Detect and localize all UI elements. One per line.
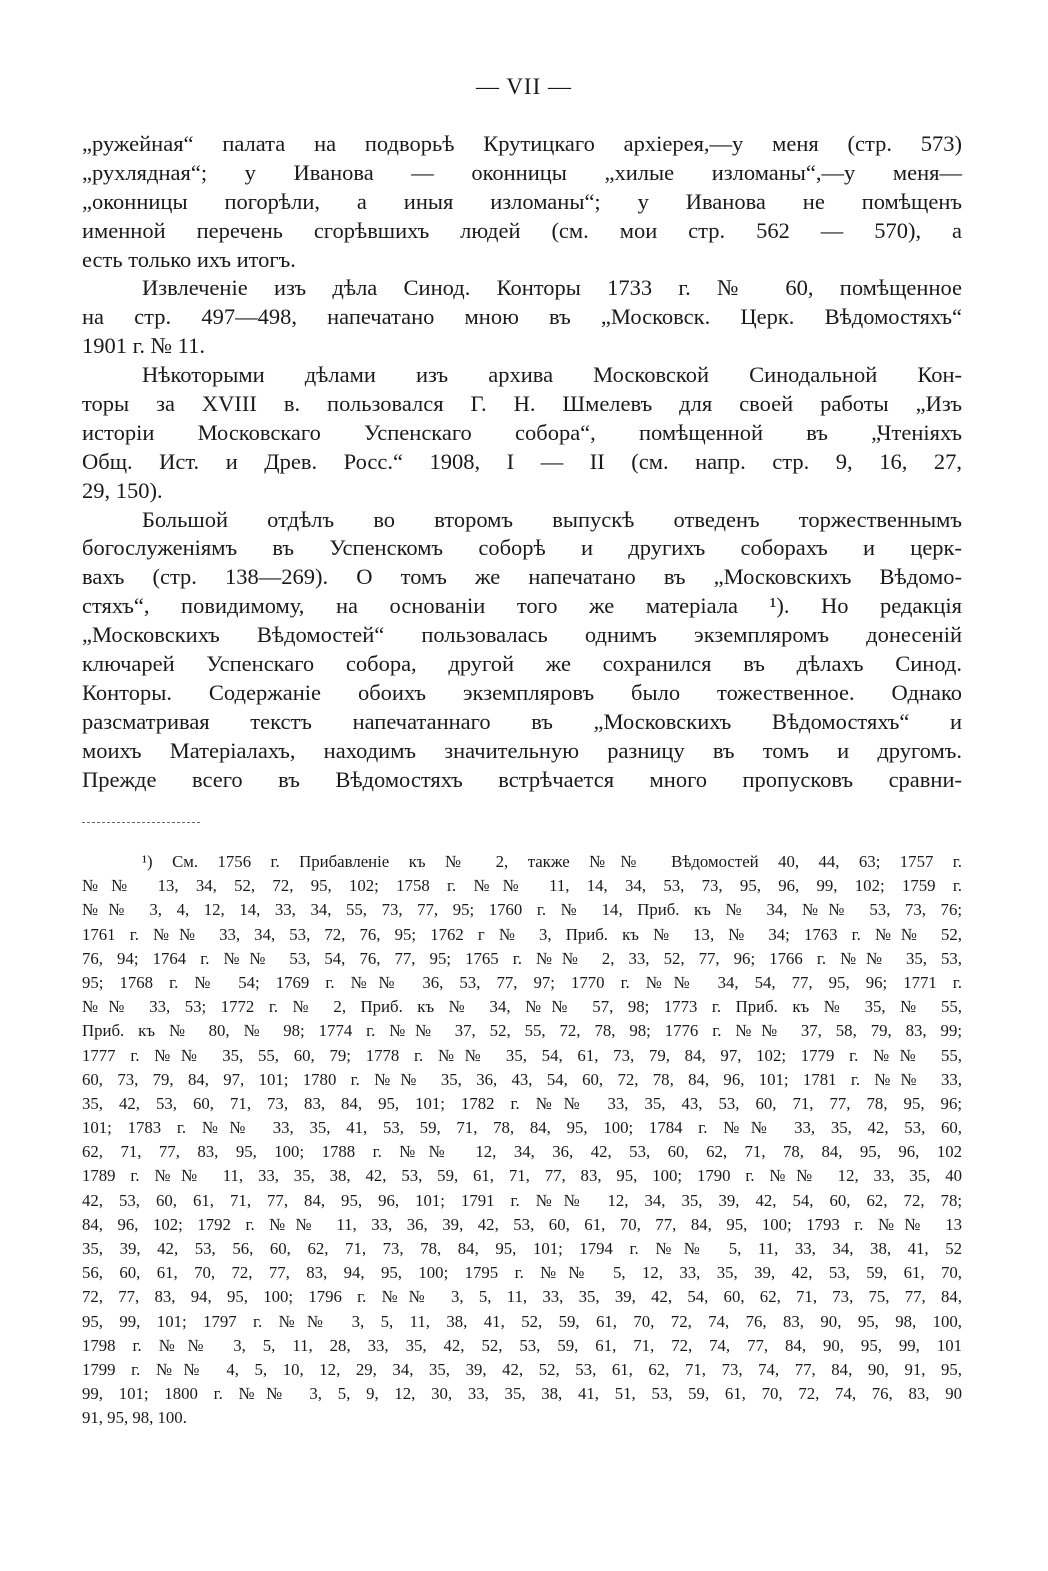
footnote-line: 99, 101; 1800 г. №№ 3, 5, 9, 12, 30, 33, 35, 38, 41, 51, 53, 59, 61, 70, 72, 74, 76, 83, 90 — [82, 1384, 962, 1404]
text-line: Общ. Ист. и Древ. Росс.“ 1908, I — II (см. напр. стр. 9, 16, 27, — [82, 448, 962, 474]
main-text — [82, 130, 962, 794]
footnote-line: 35, 42, 53, 60, 71, 73, 83, 84, 95, 101; 1782 г. №№ 33, 35, 43, 53, 60, 71, 77, 78, 95, 96; — [82, 1093, 962, 1113]
text-line: моихъ Матеріалахъ, находимъ значительную разницу въ томъ и другомъ. — [82, 737, 962, 763]
text-line: на стр. 497—498, напечатано мною въ „Московск. Церк. Вѣдомостяхъ“ — [82, 304, 962, 330]
text-line: „рухлядная“; у Иванова — оконницы „хилые изломаны“,—у меня— — [82, 159, 962, 185]
footnote-line: 95, 99, 101; 1797 г. №№ 3, 5, 11, 38, 41, 52, 59, 61, 70, 72, 74, 76, 83, 90, 95, 98, 100, — [82, 1311, 962, 1331]
text-line: 29, 150). — [82, 477, 163, 503]
text-line: есть только ихъ итогъ. — [82, 246, 296, 272]
footnote-line: 42, 53, 60, 61, 71, 77, 84, 95, 96, 101; 1791 г. №№ 12, 34, 35, 39, 42, 54, 60, 62, 72, 78; — [82, 1190, 962, 1210]
text-line: богослуженіямъ въ Успенскомъ соборѣ и другихъ соборахъ и церк- — [82, 535, 962, 561]
footnote-line: 95; 1768 г. № 54; 1769 г. №№ 36, 53, 77, 97; 1770 г. №№ 34, 54, 77, 95, 96; 1771 г. — [82, 972, 962, 992]
footnote-line: 1798 г. №№ 3, 5, 11, 28, 33, 35, 42, 52, 53, 59, 61, 71, 72, 74, 77, 84, 90, 95, 99, 101 — [82, 1335, 962, 1355]
footnote-line: 60, 73, 79, 84, 97, 101; 1780 г. №№ 35, 36, 43, 54, 60, 72, 78, 84, 96, 101; 1781 г. №№ 33, — [82, 1069, 962, 1089]
footnote-line: 35, 39, 42, 53, 56, 60, 62, 71, 73, 78, 84, 95, 101; 1794 г. №№ 5, 11, 33, 34, 38, 41, 52 — [82, 1239, 962, 1258]
footnote-line: 62, 71, 77, 83, 95, 100; 1788 г. №№ 12, 34, 36, 42, 53, 60, 62, 71, 78, 84, 95, 96, 102 — [82, 1142, 962, 1162]
footnote-line: №№ 3, 4, 12, 14, 33, 34, 55, 73, 77, 95; 1760 г. № 14, Приб. къ № 34, №№ 53, 73, 76; — [82, 900, 962, 920]
footnote-line: 1789 г. №№ 11, 33, 35, 38, 42, 53, 59, 61, 71, 77, 83, 95, 100; 1790 г. №№ 12, 33, 35, 40 — [82, 1166, 962, 1186]
footnote-line: 76, 94; 1764 г. №№ 53, 54, 76, 77, 95; 1765 г. №№ 2, 33, 52, 77, 96; 1766 г. №№ 35, 53, — [82, 948, 962, 968]
text-line: стяхъ“, повидимому, на основаніи того же матеріала ¹). Но редакція — [82, 593, 962, 619]
footnote — [82, 850, 962, 1431]
footnote-line: 91, 95, 98, 100. — [82, 1408, 187, 1428]
footnote-line: Приб. къ № 80, № 98; 1774 г. №№ 37, 52, 55, 72, 78, 98; 1776 г. №№ 37, 58, 79, 83, 99; — [82, 1021, 962, 1041]
text-line: „Московскихъ Вѣдомостей“ пользовалась однимъ экземпляромъ донесеній — [82, 622, 962, 648]
text-line: „оконницы погорѣли, а иныя изломаны“; у Иванова не помѣщенъ — [82, 188, 962, 214]
text-line: Большой отдѣлъ во второмъ выпускѣ отведенъ торжественнымъ — [142, 506, 962, 532]
text-line: ключарей Успенскаго собора, другой же сохранился въ дѣлахъ Синод. — [82, 651, 962, 677]
text-line: 1901 г. № 11. — [82, 333, 205, 359]
footnote-separator — [82, 822, 200, 823]
text-line: „ружейная“ палата на подворьѣ Крутицкаго архіерея,—у меня (стр. 573) — [82, 131, 962, 156]
footnote-line: 101; 1783 г. №№ 33, 35, 41, 53, 59, 71, 78, 84, 95, 100; 1784 г. №№ 33, 35, 42, 53, 60, — [82, 1118, 962, 1138]
footnote-line: №№ 13, 34, 52, 72, 95, 102; 1758 г. №№ 11, 14, 34, 53, 73, 95, 96, 99, 102; 1759 г. — [82, 876, 962, 896]
text-line: исторіи Московскаго Успенскаго собора“, помѣщенной въ „Чтеніяхъ — [82, 419, 962, 445]
footnote-line: 56, 60, 61, 70, 72, 77, 83, 94, 95, 100; 1795 г. №№ 5, 12, 33, 35, 39, 42, 53, 59, 61, 70, — [82, 1263, 962, 1283]
footnote-line: 1761 г. №№ 33, 34, 53, 72, 76, 95; 1762 г № 3, Приб. къ № 13, № 34; 1763 г. №№ 52, — [82, 924, 962, 944]
footnote-line: 1777 г. №№ 35, 55, 60, 79; 1778 г. №№ 35, 54, 61, 73, 79, 84, 97, 102; 1779 г. №№ 55, — [82, 1045, 962, 1065]
text-line: Извлеченіе изъ дѣла Синод. Конторы 1733 г. № 60, помѣщенное — [142, 275, 962, 301]
footnote-line: 84, 96, 102; 1792 г. №№ 11, 33, 36, 39, 42, 53, 60, 61, 70, 77, 84, 95, 100; 1793 г. №№ 13 — [82, 1214, 962, 1234]
page-number: — VII — — [475, 74, 572, 99]
footnote-line: №№ 33, 53; 1772 г. № 2, Приб. къ № 34, №№ 57, 98; 1773 г. Приб. къ № 35, № 55, — [82, 997, 962, 1017]
text-line: Нѣкоторыми дѣлами изъ архива Московской Синодальной Кон- — [142, 362, 962, 388]
text-line: Конторы. Содержаніе обоихъ экземпляровъ было тожественное. Однако — [82, 679, 962, 705]
footnote-line: 1799 г. №№ 4, 5, 10, 12, 29, 34, 35, 39, 42, 52, 53, 61, 62, 71, 73, 74, 77, 84, 90, 91, 95, — [82, 1359, 962, 1379]
text-line: торы за XVIII в. пользовался Г. Н. Шмелевъ для своей работы „Изъ — [82, 391, 962, 417]
text-line: именной перечень сгорѣвшихъ людей (см. мои стр. 562 — 570), а — [82, 217, 962, 243]
text-line: Прежде всего въ Вѣдомостяхъ встрѣчается много пропусковъ сравни- — [82, 766, 962, 792]
footnote-line: ¹) См. 1756 г. Прибавленіе къ № 2, также №№ Вѣдомостей 40, 44, 63; 1757 г. — [142, 852, 962, 871]
text-line: вахъ (стр. 138—269). О томъ же напечатано въ „Московскихъ Вѣдомо- — [82, 564, 962, 590]
footnote-line: 72, 77, 83, 94, 95, 100; 1796 г. №№ 3, 5, 11, 33, 35, 39, 42, 54, 60, 62, 71, 73, 75, 77, 84, — [82, 1287, 962, 1307]
text-line: разсматривая текстъ напечатаннаго въ „Московскихъ Вѣдомостяхъ“ и — [82, 708, 962, 734]
